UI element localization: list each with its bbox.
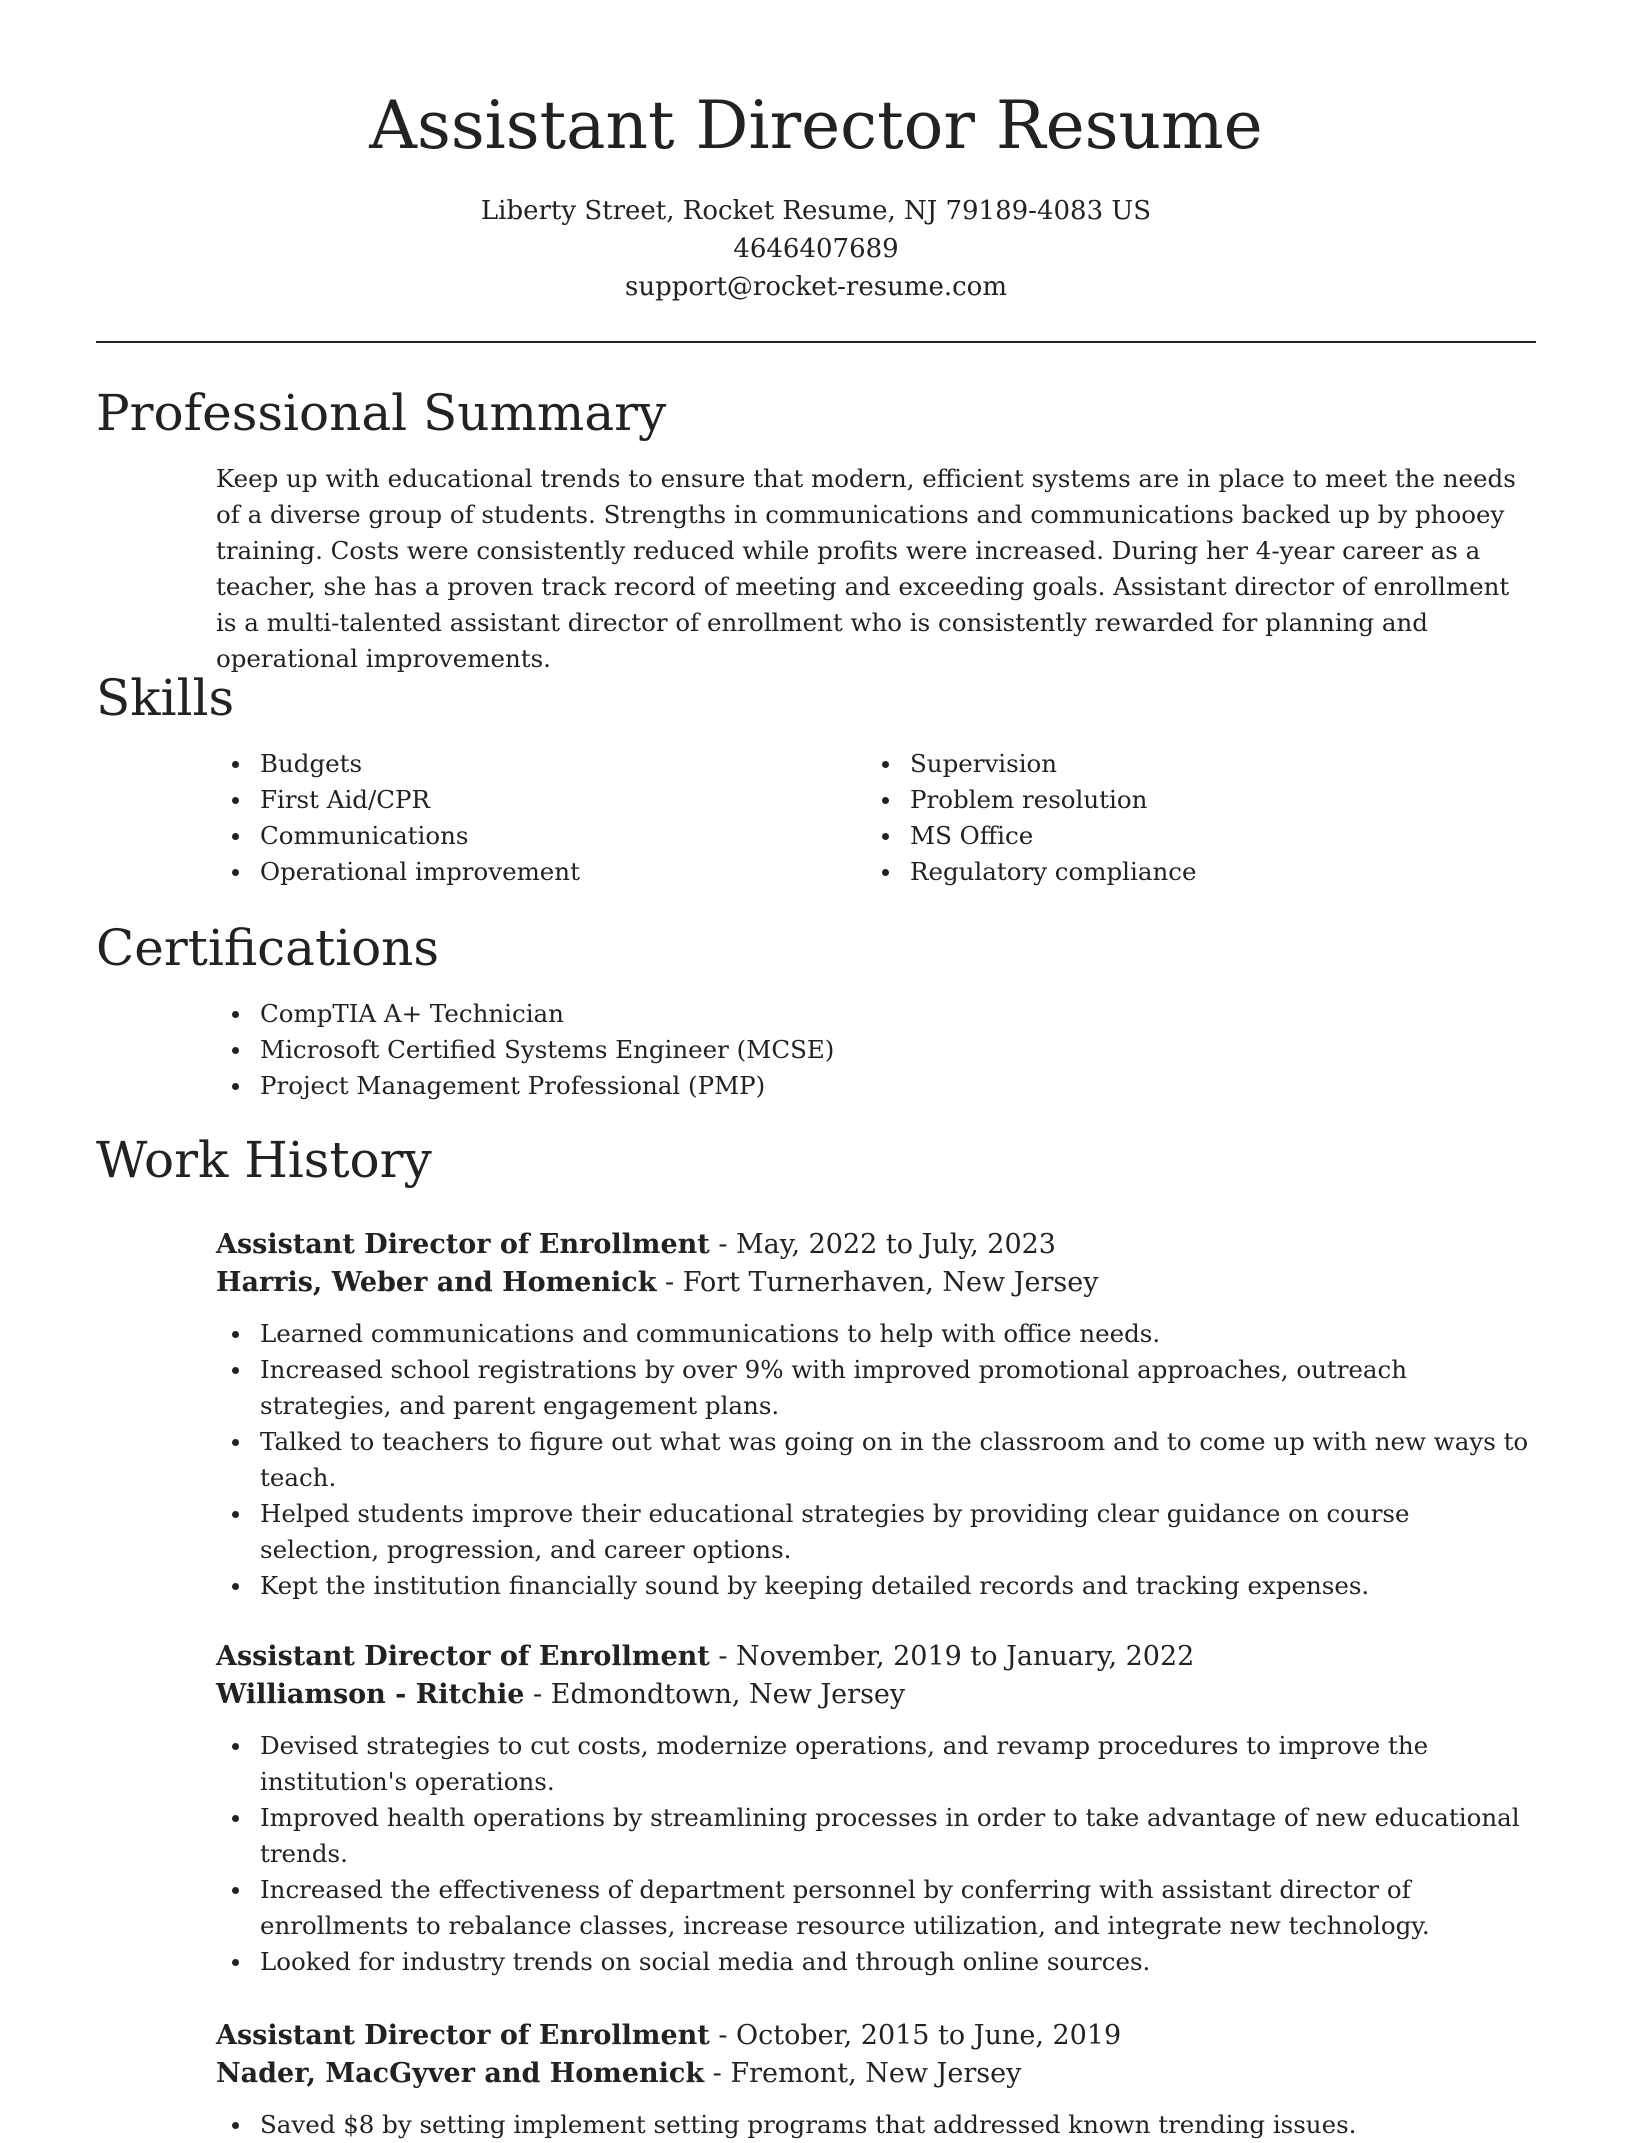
- job-title: Assistant Director of Enrollment: [216, 2020, 710, 2051]
- job-company-line: [216, 1264, 1536, 1302]
- phone-text: 4646407689: [733, 234, 899, 264]
- summary-section: [96, 383, 1536, 677]
- list-item: Saved $8 by setting implement setting programs that addressed known trending issues.: [216, 2107, 1536, 2143]
- list-item: First Aid/CPR: [216, 782, 866, 818]
- job-location: Fremont, New Jersey: [730, 2058, 1022, 2089]
- skills-section: [96, 668, 1536, 890]
- separator: -: [709, 2020, 737, 2051]
- job-bullets: [96, 1728, 1536, 1980]
- job-entry: [216, 2017, 1536, 2143]
- job-bullets: [96, 1316, 1536, 1604]
- job-company: Nader, MacGyver and Homenick: [216, 2058, 705, 2089]
- job-entry: [216, 1638, 1536, 1980]
- job-title: Assistant Director of Enrollment: [216, 1641, 710, 1672]
- job-dates: November, 2019 to January, 2022: [736, 1641, 1195, 1672]
- resume-title: Assistant Director Resume: [369, 87, 1263, 164]
- list-item: Communications: [216, 818, 866, 854]
- list-item: Project Management Professional (PMP): [216, 1068, 1536, 1104]
- separator: -: [656, 1267, 683, 1298]
- header-divider: [96, 341, 1536, 343]
- separator: -: [704, 2058, 731, 2089]
- job-bullets: [96, 2107, 1536, 2143]
- list-item: Kept the institution financially sound by keeping detailed records and tracking expenses.: [216, 1568, 1536, 1604]
- job-dates: October, 2015 to June, 2019: [736, 2020, 1122, 2051]
- job-location: Fort Turnerhaven, New Jersey: [682, 1267, 1099, 1298]
- certifications-section: [96, 918, 1536, 1104]
- job-entry: [216, 1226, 1536, 1604]
- job-title-line: [216, 2017, 1536, 2055]
- list-item: Problem resolution: [866, 782, 1516, 818]
- job-company: Harris, Weber and Homenick: [216, 1267, 657, 1298]
- list-item: Devised strategies to cut costs, modernize operations, and revamp procedures to improve the institution's operations.: [216, 1728, 1536, 1800]
- job-company: Williamson - Ritchie: [216, 1679, 525, 1710]
- separator: -: [709, 1641, 737, 1672]
- list-item: Microsoft Certified Systems Engineer (MCSE): [216, 1032, 1536, 1068]
- email-text: support@rocket-resume.com: [624, 272, 1007, 302]
- list-item: MS Office: [866, 818, 1516, 854]
- summary-text: Keep up with educational trends to ensure that modern, efficient systems are in place to meet the needs of a diverse group of students. Strengths in communications and communications backed up by phooey training. Costs were consistently reduced while profits were increased. During her 4-year career as a teacher, she has a proven track record of meeting and exceeding goals. Assistant director of enrollment is a multi-talented assistant director of enrollment who is consistently rewarded for planning and operational improvements.: [216, 464, 1516, 673]
- job-dates: May, 2022 to July, 2023: [736, 1229, 1056, 1260]
- separator: -: [709, 1229, 737, 1260]
- skills-heading: Skills: [96, 669, 235, 727]
- skills-list-right: [866, 746, 1516, 890]
- list-item: Budgets: [216, 746, 866, 782]
- skills-list-left: [216, 746, 866, 890]
- list-item: Increased the effectiveness of department personnel by conferring with assistant director of enrollments to rebalance classes, increase resource utilization, and integrate new technology.: [216, 1872, 1536, 1944]
- address-text: Liberty Street, Rocket Resume, NJ 79189-4083 US: [480, 196, 1152, 226]
- list-item: Improved health operations by streamlining processes in order to take advantage of new educational trends.: [216, 1800, 1536, 1872]
- certifications-list: [216, 996, 1536, 1104]
- list-item: Talked to teachers to figure out what was going on in the classroom and to come up with new ways to teach.: [216, 1424, 1536, 1496]
- list-item: Learned communications and communications to help with office needs.: [216, 1316, 1536, 1352]
- list-item: Looked for industry trends on social media and through online sources.: [216, 1944, 1536, 1980]
- summary-heading: Professional Summary: [96, 384, 667, 442]
- job-title-line: [216, 1226, 1536, 1264]
- resume-header: [0, 0, 1632, 306]
- job-location: Edmondtown, New Jersey: [550, 1679, 906, 1710]
- certifications-heading: Certifications: [96, 919, 440, 977]
- work-history-heading: Work History: [96, 1131, 432, 1189]
- list-item: CompTIA A+ Technician: [216, 996, 1536, 1032]
- contact-info: [0, 192, 1632, 306]
- list-item: Operational improvement: [216, 854, 866, 890]
- separator: -: [524, 1679, 551, 1710]
- job-title: Assistant Director of Enrollment: [216, 1229, 710, 1260]
- job-company-line: [216, 2055, 1536, 2093]
- job-title-line: [216, 1638, 1536, 1676]
- list-item: Helped students improve their educational strategies by providing clear guidance on course selection, progression, and career options.: [216, 1496, 1536, 1568]
- list-item: Regulatory compliance: [866, 854, 1516, 890]
- job-company-line: [216, 1676, 1536, 1714]
- list-item: Supervision: [866, 746, 1516, 782]
- list-item: Increased school registrations by over 9% with improved promotional approaches, outreach strategies, and parent engagement plans.: [216, 1352, 1536, 1424]
- skills-grid: [216, 746, 1536, 890]
- work-history-section: [96, 1130, 1536, 2139]
